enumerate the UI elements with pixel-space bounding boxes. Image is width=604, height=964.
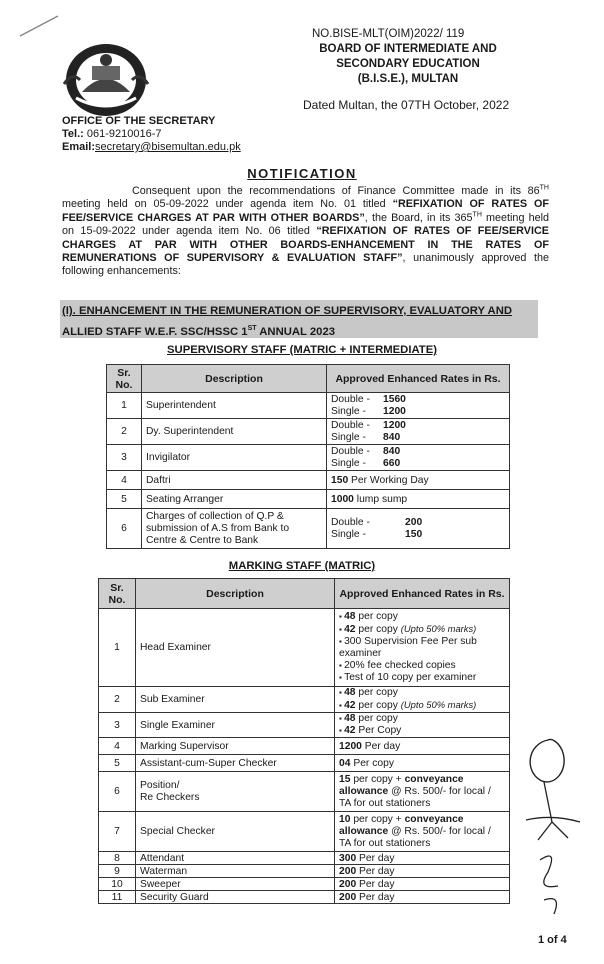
- office-title: OFFICE OF THE SECRETARY: [62, 115, 216, 127]
- tel-value: 061-9210016-7: [86, 128, 162, 140]
- board-name-line2: SECONDARY EDUCATION: [336, 58, 480, 70]
- notification-title: NOTIFICATION: [247, 166, 357, 181]
- col-description: Description: [142, 365, 327, 393]
- page-number: 1 of 4: [538, 934, 567, 946]
- table-header-row: [99, 579, 510, 609]
- table-row: 1 Head Examiner ▪ 48 per copy ▪ 42 per copy (Upto 50% marks) ▪ 300 Supervision Fee Per sub examiner ▪ 20% fee checked copies ▪ Test of 10 copy per examiner: [99, 609, 510, 687]
- tel-label: Tel.:: [62, 128, 84, 140]
- table-row: 5 Assistant-cum-Super Checker 04 Per copy: [99, 755, 510, 772]
- email-link[interactable]: secretary@bisemultan.edu.pk: [95, 141, 241, 153]
- table-row: 3 Single Examiner ▪ 48 per copy ▪ 42 Per Copy: [99, 713, 510, 738]
- notification-paragraph: Consequent upon the recommendations of Finance Committee made in its 86TH meeting held on 05-09-2022 under agenda item No. 01 titled “REFIXATION OF RATES OF FEE/SERVICE CHARGES AT PAR WITH OTHER BOARDS”, the Board, in its 365TH meeting held on 15-09-2022 under agenda item No. 06 titled “REFIXATION OF RATES OF FEE/SERVICE CHARGES AT PAR WITH OTHER BOARDS-ENHANCEMENT IN THE RATES OF REMUNERATIONS OF SUPERVISORY & EVALUATION STAFF”, unanimously approved the following enhancements:: [62, 184, 549, 278]
- table-row: 5 Seating Arranger 1000 lump sump: [107, 490, 510, 509]
- col-rate: Approved Enhanced Rates in Rs.: [335, 579, 510, 609]
- table-row: 1 Superintendent Double - 1560 Single - 1200: [107, 393, 510, 419]
- table-row: 2 Dy. Superintendent Double - 1200 Single - 840: [107, 419, 510, 445]
- email-label: Email:: [62, 141, 96, 153]
- table-row: 4 Marking Supervisor 1200 Per day: [99, 738, 510, 755]
- handwritten-signature: [518, 730, 588, 930]
- table-row: 10 Sweeper 200 Per day: [99, 878, 510, 891]
- board-name-line3: (B.I.S.E.), MULTAN: [357, 73, 459, 85]
- col-sr: Sr. No.: [99, 579, 136, 609]
- marking-staff-table: [98, 578, 510, 904]
- supervisory-staff-heading: SUPERVISORY STAFF (MATRIC + INTERMEDIATE): [167, 344, 437, 356]
- col-rate: Approved Enhanced Rates in Rs.: [327, 365, 510, 393]
- marking-staff-heading: MARKING STAFF (MATRIC): [228, 560, 376, 572]
- col-sr: Sr. No.: [107, 365, 142, 393]
- board-name-line1: BOARD OF INTERMEDIATE AND: [319, 43, 497, 55]
- table-row: 6 Position/ Re Checkers 15 per copy + conveyance allowance @ Rs. 500/- for local / TA for out stationers: [99, 772, 510, 812]
- enhancement-heading: (I). ENHANCEMENT IN THE REMUNERATION OF SUPERVISORY, EVALUATORY AND ALLIED STAFF W.E.F. SSC/HSSC 1ST ANNUAL 2023: [62, 305, 513, 338]
- table-row: 3 Invigilator Double - 840 Single - 660: [107, 445, 510, 471]
- table-row: 4 Daftri 150 Per Working Day: [107, 471, 510, 490]
- table-row: 6 Charges of collection of Q.P & submission of A.S from Bank to Centre & Centre to Bank Double - 200 Single - 150: [107, 509, 510, 549]
- supervisory-staff-table: [106, 364, 510, 549]
- col-description: Description: [136, 579, 335, 609]
- pen-stroke-mark: [18, 12, 60, 40]
- table-row: 2 Sub Examiner ▪ 48 per copy ▪ 42 per copy (Upto 50% marks): [99, 687, 510, 713]
- table-row: 7 Special Checker 10 per copy + conveyance allowance @ Rs. 500/- for local / TA for out stationers: [99, 812, 510, 852]
- table-header-row: [107, 365, 510, 393]
- table-row: 8 Attendant 300 Per day: [99, 852, 510, 865]
- table-row: 11 Security Guard 200 Per day: [99, 891, 510, 904]
- reference-number: NO.BISE-MLT(OIM)2022/ 119: [312, 28, 465, 40]
- table-row: 9 Waterman 200 Per day: [99, 865, 510, 878]
- board-name: [288, 42, 528, 87]
- date-line: Dated Multan, the 07TH October, 2022: [303, 98, 510, 112]
- board-logo-emblem: [62, 36, 150, 120]
- office-contact-block: [62, 115, 241, 154]
